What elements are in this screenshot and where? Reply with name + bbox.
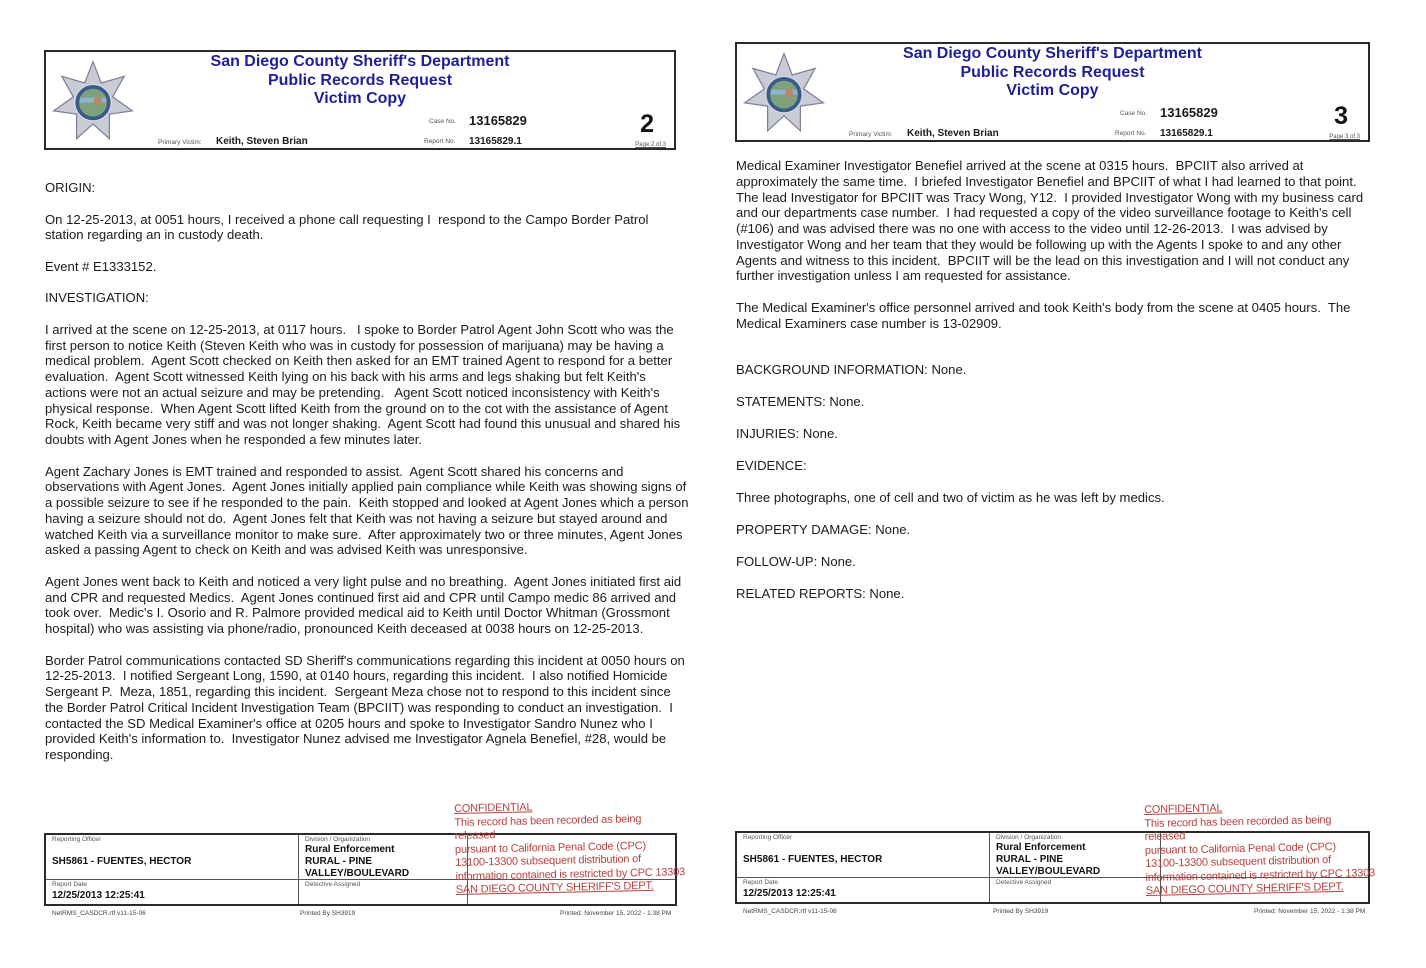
section-statements: STATEMENTS: None. — [736, 394, 865, 410]
case-no: 13165829 — [469, 113, 527, 128]
section-follow-up: FOLLOW-UP: None. — [736, 553, 856, 569]
case-no-label: Case No. — [1120, 110, 1148, 117]
report-no-label: Report No. — [1115, 130, 1147, 137]
reporting-officer-cell — [737, 833, 990, 878]
section-evidence: EVIDENCE: — [736, 458, 807, 474]
section-related-reports: RELATED REPORTS: None. — [736, 585, 905, 601]
section-background-information: BACKGROUND INFORMATION: None. — [736, 362, 967, 378]
section-property-damage: PROPERTY DAMAGE: None. — [736, 521, 911, 537]
narrative-paragraph: Agent Jones went back to Keith and noticed a very light pulse and no breathing. Agent Jones initiated first aid and CPR and requested Medics. Agent Jones continued first aid and CPR until Campo medic 86 arrived and took over. Medic's I. Osorio and R. Palmore provided medical aid to Keith until Doctor Whitman (Grossmont hospital) who was assisting via phone/radio, pronounced Keith deceased at 0038 hours on 12-25-2013. — [45, 573, 685, 636]
detective-cell — [990, 878, 1161, 902]
stamp-line: This record has been recorded as being released — [1144, 813, 1332, 843]
report-header — [44, 50, 676, 150]
sheriff-star-badge-icon — [52, 60, 134, 142]
stamp-line: 13100-13300 subsequent distribution of — [1145, 854, 1332, 870]
detective-label: Detective Assigned — [996, 879, 1052, 886]
division-line-1: Rural Enforcement — [996, 842, 1086, 853]
report-page-3 — [735, 42, 1381, 920]
report-no-label: Report No. — [424, 138, 456, 145]
division-line-3: VALLEY/BOULEVARD — [305, 868, 410, 879]
primary-victim-label: Primary Victim: — [158, 139, 202, 146]
copy-type: Victim Copy — [1006, 82, 1099, 99]
event-number: Event # E1333152. — [45, 258, 157, 274]
case-no: 13165829 — [1160, 105, 1218, 120]
stamp-line: information contained is restricted by CPC 13303 — [455, 865, 686, 883]
narrative-paragraph: I arrived at the scene on 12-25-2013, at 0117 hours. I spoke to Border Patrol Agent John Scott who was the first person to notice Keith (Steven Keith who was in custody for possession of marijuana) may be having a medical problem. Agent Scott checked on Keith then asked for an EMT trained Agent to respond for a better evaluation. Agent Scott witnessed Keith lying on his back with his arms and legs shaking but felt Keith's actions were not an actual seizure and may be pretending. Agent Scott noticed inconsistency with Keith's physical response. When Agent Scott lifted Keith from the ground on to the cot with the assistance of Agent Rock, Keith became very stiff and was not longer shaking. Agent Scott had found this unusual and shared his doubts with Agent Jones when he responded a few minutes later. — [45, 321, 684, 447]
division-line-2: RURAL - PINE — [996, 854, 1064, 865]
form-id: NetRMS_CASDCR.rtf v11-15-06 — [52, 910, 146, 917]
report-no: 13165829.1 — [1160, 128, 1213, 139]
case-no-label: Case No. — [429, 118, 457, 125]
division-cell — [299, 835, 468, 880]
form-name: Public Records Request — [267, 71, 453, 89]
stamp-line: pursuant to California Penal Code (CPC) — [454, 839, 646, 856]
section-injuries: INJURIES: None. — [736, 426, 838, 442]
reporting-officer: SH5861 - FUENTES, HECTOR — [52, 856, 192, 867]
report-date: 12/25/2013 12:25:41 — [743, 888, 836, 899]
narrative-paragraph: Agent Zachary Jones is EMT trained and responded to assist. Agent Scott shared his concerns and observations with Agent Jones. Agent Jones initially applied pain compliance while Keith was showing signs of a possible seizure to see if he responded to the pain. Keith stopped and looked at Agent Jones which a person having a seizure should not do. Agent Jones felt that Keith was not having a seizure but stayed around and watched Keith via a surveillance monitor to make sure. After approximately two or three minutes, Agent Jones asked a passing Agent to check on Keith and was advised Keith was unresponsive. — [45, 463, 693, 558]
detective-label: Detective Assigned — [305, 881, 361, 888]
copy-type: Victim Copy — [313, 90, 407, 107]
form-id: NetRMS_CASDCR.rtf v11-15-06 — [743, 908, 837, 915]
report-no: 13165829.1 — [469, 136, 522, 147]
division-label: Division / Organization — [996, 834, 1062, 841]
section-heading-origin: ORIGIN: — [45, 180, 96, 195]
report-date-label: Report Date — [52, 881, 88, 888]
report-date-cell — [46, 880, 299, 904]
stamp-agency: SAN DIEGO COUNTY SHERIFF'S DEPT. — [455, 879, 654, 896]
form-name: Public Records Request — [960, 63, 1145, 81]
stamp-line: pursuant to California Penal Code (CPC) — [1144, 840, 1336, 857]
report-date: 12/25/2013 12:25:41 — [52, 890, 145, 901]
page-of: Page 3 of 3 — [1329, 134, 1360, 140]
primary-victim-label: Primary Victim: — [849, 131, 893, 138]
division-cell — [990, 833, 1161, 878]
page-of: Page 2 of 3 — [635, 142, 666, 148]
report-date-label: Report Date — [743, 879, 779, 886]
stamp-line: This record has been recorded as being released — [454, 812, 642, 842]
stamp-title: CONFIDENTIAL — [454, 801, 533, 815]
reporting-officer-label: Reporting Officer — [52, 836, 102, 843]
section-heading-investigation: INVESTIGATION: — [45, 290, 149, 306]
stamp-line: information contained is restricted by CPC 13303 — [1145, 866, 1376, 884]
printed-by: Printed By SH3919 — [300, 910, 356, 917]
detective-cell — [299, 880, 468, 904]
narrative-paragraph: On 12-25-2013, at 0051 hours, I received a phone call requesting I respond to the Campo Border Patrol station regarding an in custody death. — [45, 211, 653, 243]
report-header-title — [857, 45, 1248, 101]
confidential-stamp — [1144, 799, 1376, 898]
agency-name: San Diego County Sheriff's Department — [903, 45, 1202, 62]
report-narrative — [45, 180, 693, 779]
primary-victim: Keith, Steven Brian — [907, 128, 999, 139]
division-line-3: VALLEY/BOULEVARD — [996, 866, 1101, 877]
page-number: 2 — [640, 110, 654, 138]
primary-victim: Keith, Steven Brian — [216, 136, 308, 147]
sheriff-star-badge-icon — [743, 52, 825, 134]
narrative-paragraph: Border Patrol communications contacted SD Sheriff's communications regarding this incident at 0050 hours on 12-25-2013. I notified Sergeant Long, 1590, at 0140 hours, regarding this incident. I also notified Homicide Sergeant P. Meza, 1851, regarding this incident. Sergeant Meza chose not to respond to this incident since the Border Patrol Critical Incident Investigation Team (BPCIIT) was responding to conduct an investigation. I contacted the SD Medical Examiner's office at 0205 hours and spoke to Investigator Sandro Nunez who I provided Keith's information to. Investigator Nunez advised me Investigator Agnela Benefiel, #28, would be responding. — [45, 652, 689, 762]
narrative-paragraph: Medical Examiner Investigator Benefiel arrived at the scene at 0315 hours. BPCIIT also arrived at approximately the same time. I briefed Investigator Benefiel and BPCIIT of what I had learned to that point. The lead Investigator for BPCIIT was Tracy Wong, Y12. I provided Investigator Wong with my business card and our departments case number. I had requested a copy of the video surveillance footage to Keith's cell (#106) and was advised there was no one with access to the video until 12-26-2013. I was advised by Investigator Wong and her team that they would be following up with the Agents I spoke to and any other Agents and witness to this incident. BPCIIT will be the lead on this investigation and I will not conduct any further investigation unless I am requested for assistance. — [736, 158, 1367, 284]
printed-by: Printed By SH3919 — [993, 908, 1049, 915]
confidential-stamp — [454, 798, 686, 897]
report-narrative — [736, 158, 1384, 618]
report-header — [735, 42, 1370, 142]
agency-name: San Diego County Sheriff's Department — [210, 53, 510, 70]
page-number: 3 — [1334, 102, 1348, 130]
printed-on: Printed: November 15, 2022 - 1:38 PM — [1254, 908, 1366, 915]
reporting-officer-cell — [46, 835, 299, 880]
narrative-paragraph: The Medical Examiner's office personnel arrived and took Keith's body from the scene at 0405 hours. The Medical Examiners case number is 13-02909. — [736, 299, 1355, 331]
reporting-officer-label: Reporting Officer — [743, 834, 793, 841]
stamp-title: CONFIDENTIAL — [1144, 802, 1223, 816]
reporting-officer: SH5861 - FUENTES, HECTOR — [743, 854, 883, 865]
report-header-title — [166, 53, 554, 109]
printed-on: Printed: November 15, 2022 - 1:38 PM — [560, 910, 672, 917]
stamp-agency: SAN DIEGO COUNTY SHERIFF'S DEPT. — [1145, 880, 1344, 897]
division-line-2: RURAL - PINE — [305, 856, 373, 867]
evidence-description: Three photographs, one of cell and two of victim as he was left by medics. — [736, 490, 1165, 505]
stamp-line: 13100-13300 subsequent distribution of — [455, 853, 642, 869]
report-page-2 — [44, 50, 693, 920]
division-line-1: Rural Enforcement — [305, 844, 395, 855]
division-label: Division / Organization — [305, 836, 371, 843]
report-date-cell — [737, 878, 990, 902]
